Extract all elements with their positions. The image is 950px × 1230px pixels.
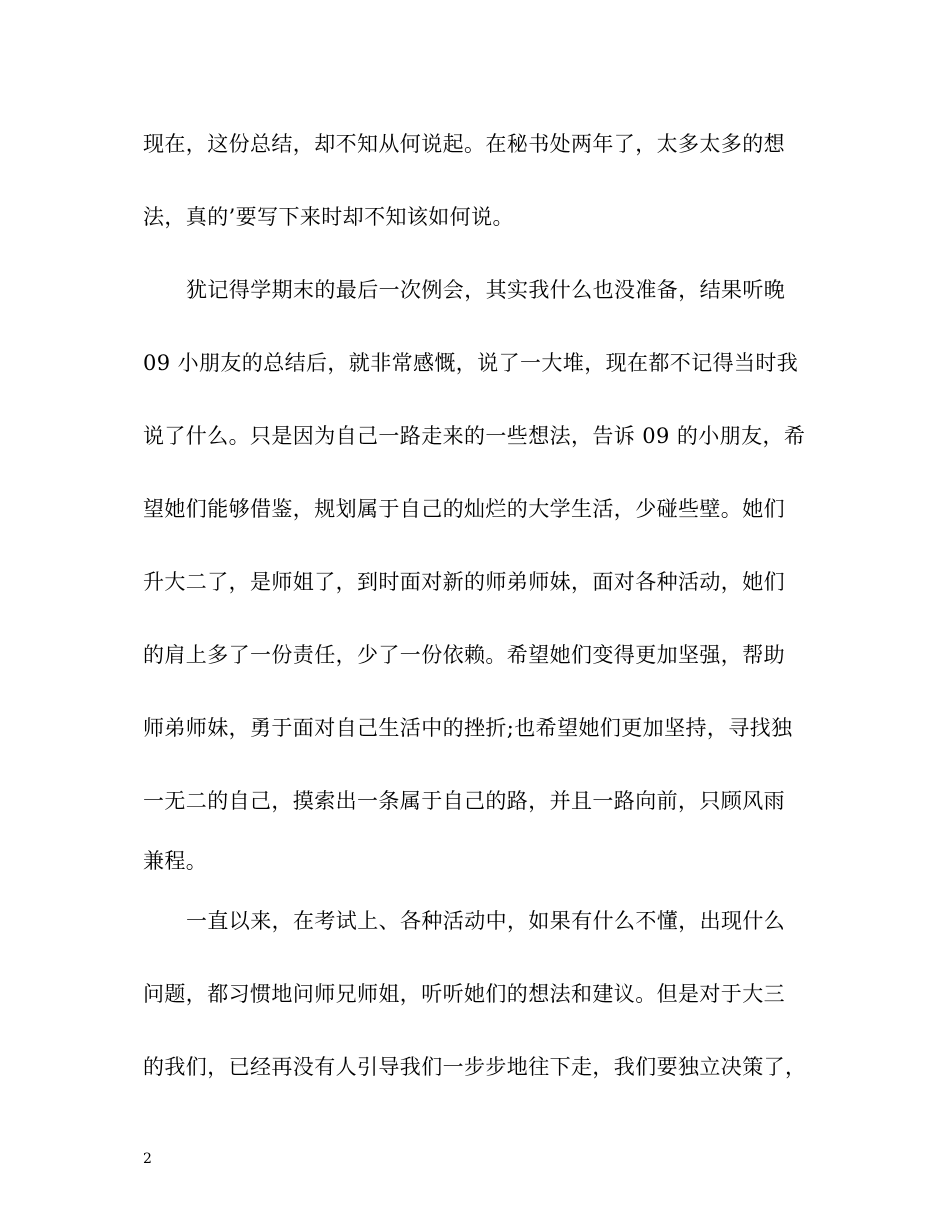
- page-number: 2: [143, 1151, 152, 1167]
- text-line: 师弟师妹，勇于面对自己生活中的挫折;也希望她们更加坚持，寻找独: [143, 716, 793, 740]
- paragraph-first-line: 一直以来，在考试上、各种活动中，如果有什么不懂，出现什么: [186, 909, 786, 933]
- text-line: 升大二了，是师姐了，到时面对新的师弟师妹，面对各种活动，她们: [143, 570, 785, 594]
- text-line: 问题，都习惯地问师兄师姐，听听她们的想法和建议。但是对于大三: [143, 982, 785, 1006]
- text-line: 说了什么。只是因为自己一路走来的一些想法，告诉 09 的小朋友，希: [143, 424, 806, 448]
- text-line: 望她们能够借鉴，规划属于自己的灿烂的大学生活，少碰些壁。她们: [143, 497, 785, 521]
- text-line: 现在，这份总结，却不知从何说起。在秘书处两年了，太多太多的想: [143, 132, 785, 156]
- text-line: 兼程。: [143, 849, 208, 873]
- text-line: 的肩上多了一份责任，少了一份依赖。希望她们变得更加坚强，帮助: [143, 643, 785, 667]
- text-line: 法，真的’要写下来时却不知该如何说。: [143, 205, 514, 229]
- text-line: 09 小朋友的总结后，就非常感慨，说了一大堆，现在都不记得当时我: [143, 351, 799, 375]
- text-line: 的我们，已经再没有人引导我们一步步地往下走，我们要独立决策了，: [143, 1055, 807, 1079]
- paragraph-first-line: 犹记得学期末的最后一次例会，其实我什么也没准备，结果听晚: [186, 278, 786, 302]
- text-line: 一无二的自己，摸索出一条属于自己的路，并且一路向前，只顾风雨: [143, 789, 785, 813]
